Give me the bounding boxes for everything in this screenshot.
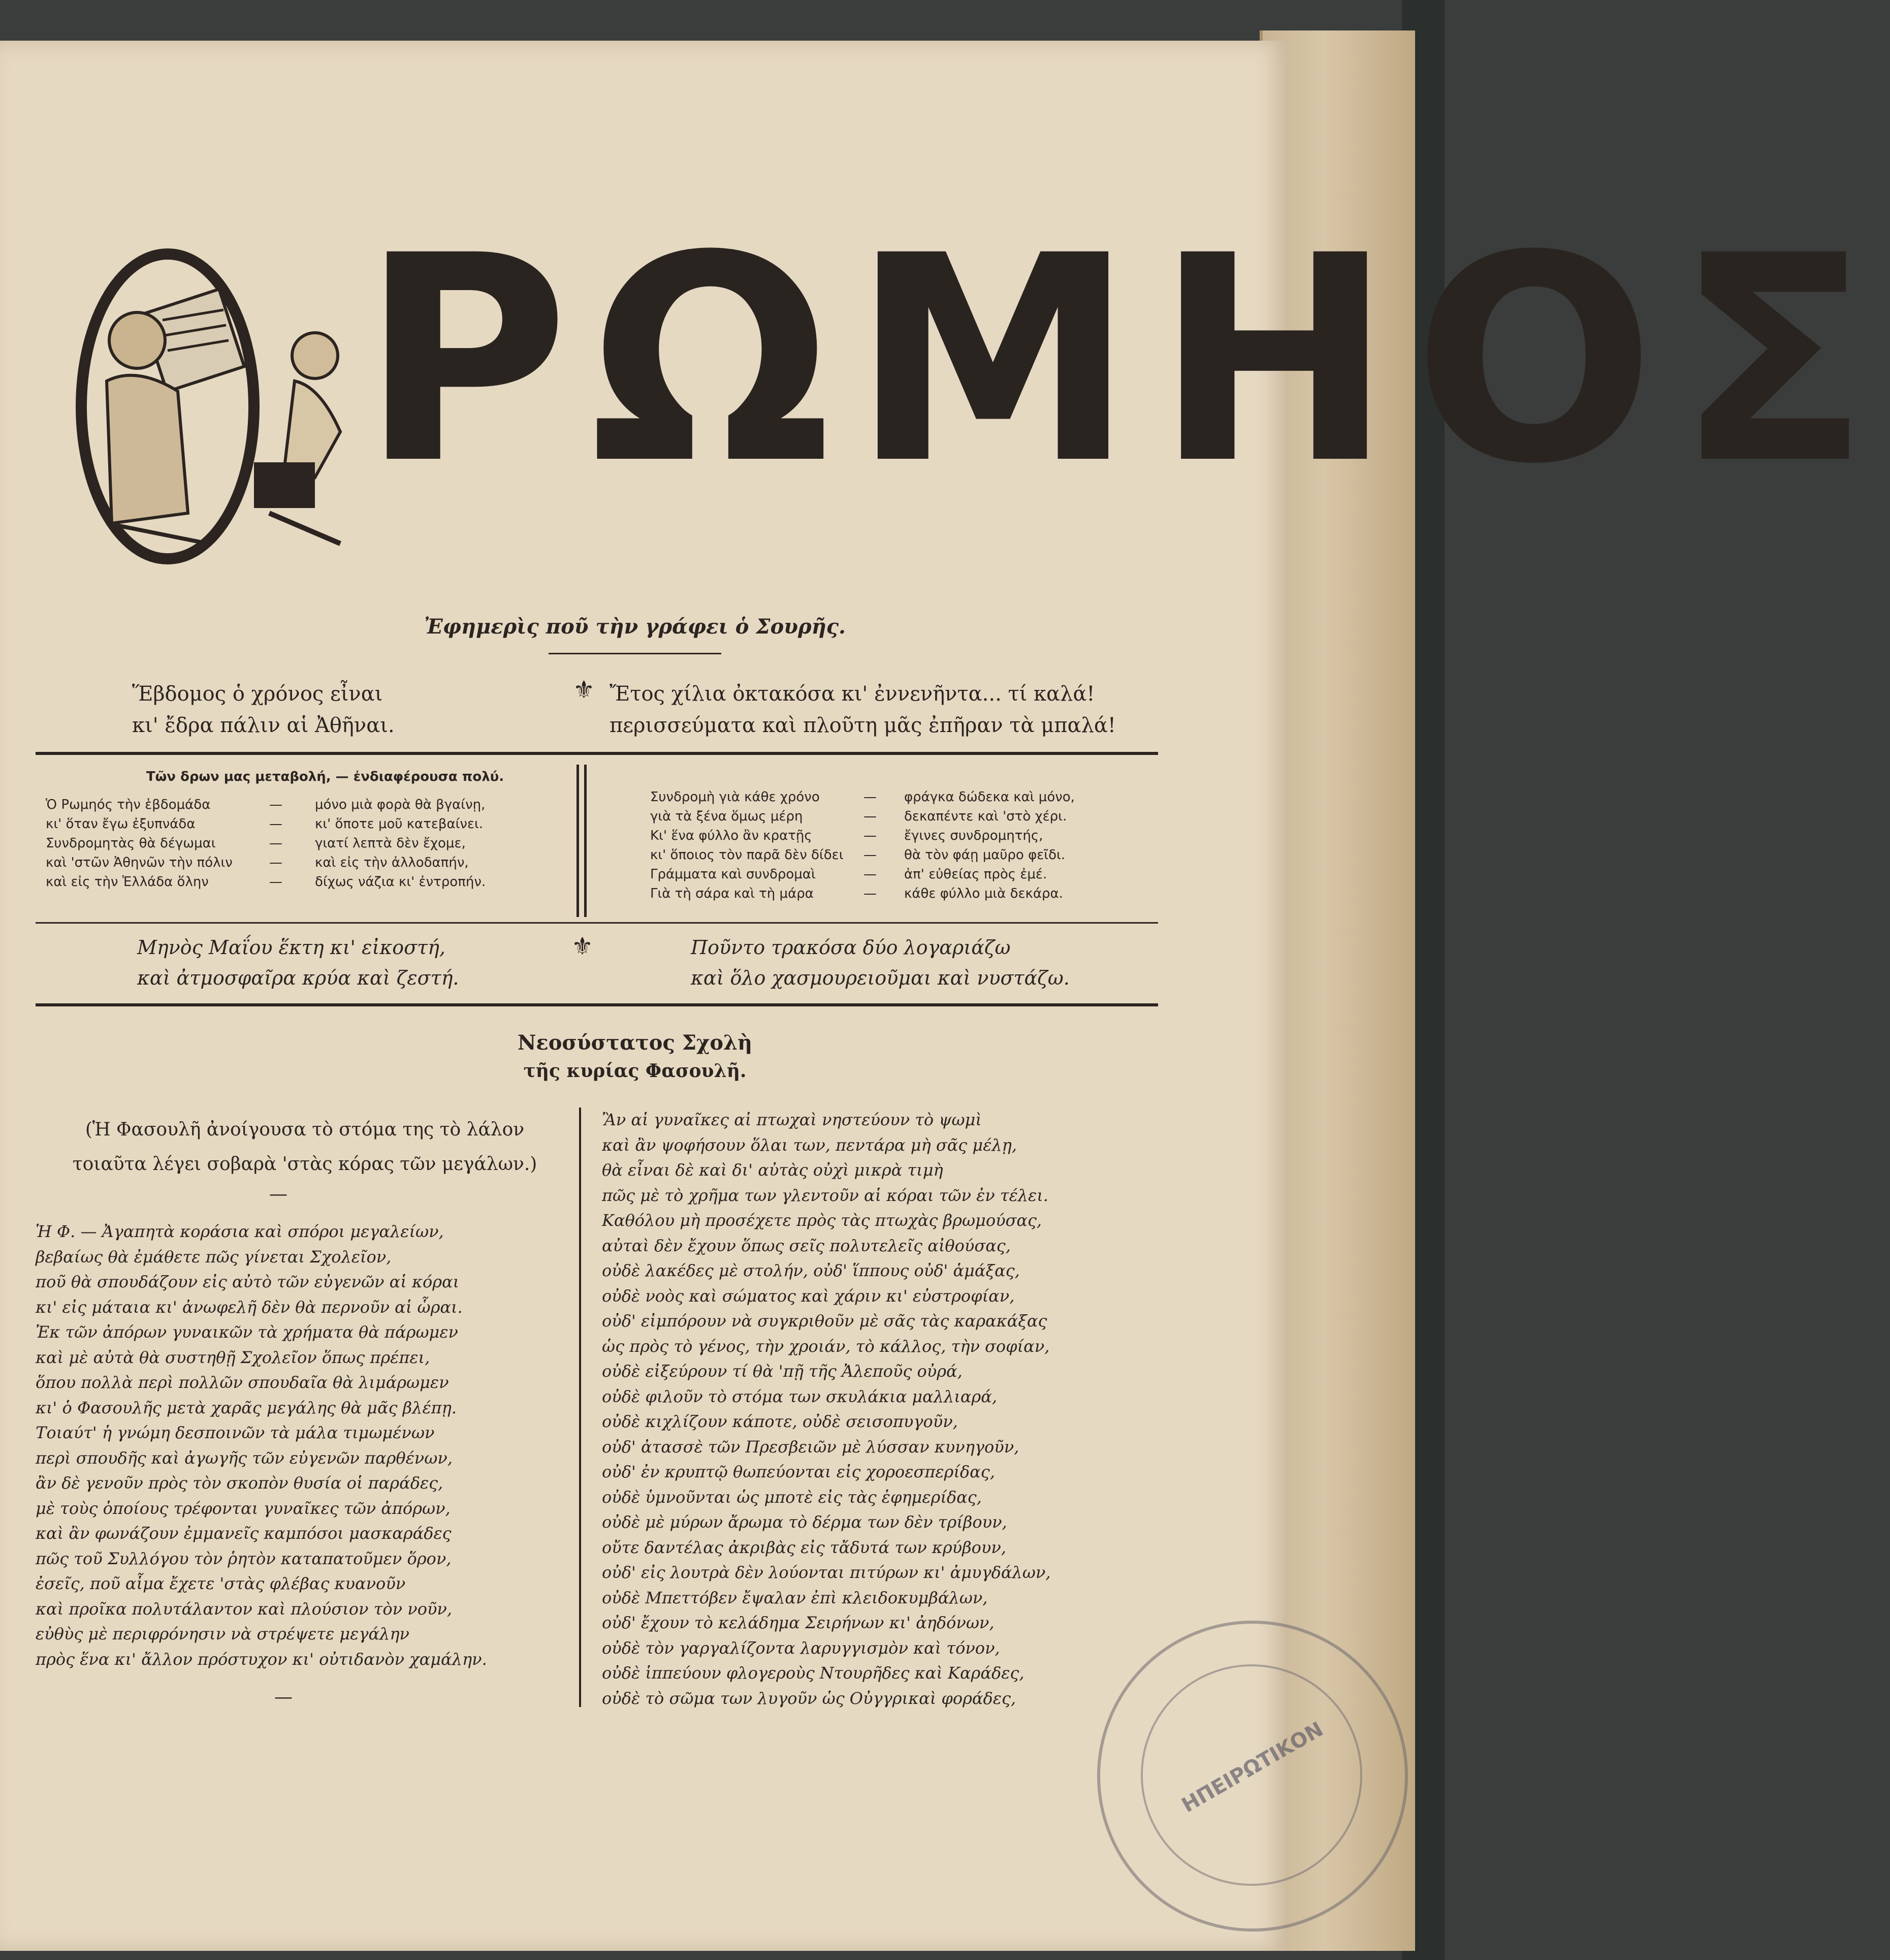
newspaper-page (0, 41, 1890, 1951)
intro-line: τοιαῦτα λέγει σοβαρὰ 'στὰς κόρας τῶν μεγάλων.) (72, 1154, 537, 1175)
box-cell: — (863, 847, 877, 863)
section-dash: — (269, 1184, 287, 1205)
poem-line: οὐδ' ἔχουν τὸ κελάδημα Σειρήνων κι' ἀηδόνων, (602, 1613, 995, 1632)
box-cell: γιατί λεπτὰ δὲν ἔχομε, (315, 836, 466, 851)
decorative-ornament-icon: ⚜ (573, 676, 595, 704)
poem-line: θὰ εἶναι δὲ καὶ δι' αὐτὰς οὐχὶ μικρὰ τιμὴ (602, 1160, 943, 1180)
box-cell: — (863, 886, 877, 901)
decorative-ornament-icon: ⚜ (571, 932, 594, 961)
box-cell: — (863, 867, 877, 882)
poem-line: βεβαίως θὰ ἐμάθετε πῶς γίνεται Σχολεῖον, (36, 1247, 392, 1267)
poem-line: οὐδὲ νοὸς καὶ σώματος καὶ χάριν κι' εὐστροφίαν, (602, 1286, 1015, 1306)
box-divider-left (576, 765, 579, 917)
poem-line: πρὸς ἕνα κι' ἄλλον πρόστυχον κι' οὐτιδανὸν χαμάλην. (36, 1649, 487, 1669)
poem-line: καὶ προῖκα πολυτάλαντον καὶ πλούσιον τὸν νοῦν, (36, 1599, 453, 1619)
poem-line: οὐδ' ἐν κρυπτῷ θωπεύονται εἰς χοροεσπερίδας, (602, 1462, 995, 1481)
header-verse-line: κι' ἔδρα πάλιν αἱ Ἀθῆναι. (132, 714, 395, 737)
top-rule (36, 752, 1158, 755)
poem-line: οὐδὲ μὲ μύρων ἄρωμα τὸ δέρμα των δὲν τρίβουν, (602, 1512, 1007, 1532)
poem-line: οὐδὲ Μπεττόβεν ἔψαλαν ἐπὶ κλειδοκυμβάλων, (602, 1588, 988, 1607)
poem-line: οὐδὲ κιχλίζουν κάποτε, οὐδὲ σεισοπυγοῦν, (602, 1412, 958, 1431)
masthead (76, 195, 1890, 584)
box-cell: κι' ὅποιος τὸν παρᾶ δὲν δίδει (650, 847, 844, 863)
box-cell: — (269, 836, 282, 851)
box-left-table (46, 795, 579, 892)
box-cell: κι' ὅταν ἔγω ἐξυπνάδα (46, 816, 196, 832)
poem-line: ὡς πρὸς τὸ γένος, τὴν χροιάν, τὸ κάλλος, τὴν σοφίαν, (602, 1336, 1050, 1356)
box-divider-right (584, 765, 587, 917)
box-cell: καὶ εἰς τὴν ἀλλοδαπήν, (315, 855, 469, 870)
left-poem (36, 1219, 574, 1672)
poem-line: πῶς τοῦ Συλλόγου τὸν ῥητὸν καταπατοῦμεν ὅρον, (36, 1548, 452, 1568)
box-cell: θὰ τὸν φάῃ μαῦρο φεῖδι. (904, 847, 1066, 863)
header-verse-line: περισσεύματα καὶ πλοῦτη μᾶς ἐπῆραν τὰ μπαλά! (610, 714, 1116, 737)
poem-line: ἐσεῖς, ποῦ αἷμα ἔχετε 'στὰς φλέβας κυανοῦν (36, 1574, 406, 1593)
box-cell: φράγκα δώδεκα καὶ μόνο, (904, 789, 1075, 805)
box-cell: — (863, 789, 877, 805)
box-cell: Ὁ Ρωμηός τὴν ἑβδομάδα (46, 797, 211, 812)
stamp-text: ΗΠΕΙΡΩΤΙΚΟΝ (1177, 1717, 1328, 1818)
date-verses-left (137, 932, 554, 993)
poem-line: οὐδὲ ὑμνοῦνται ὡς μποτὲ εἰς τὰς ἐφημερίδας, (602, 1487, 982, 1507)
poem-line: πῶς μὲ τὸ χρῆμα των γλεντοῦν αἱ κόραι τῶν ἐν τέλει. (602, 1185, 1048, 1205)
box-bottom-rule (36, 922, 1158, 924)
box-cell: καὶ εἰς τὴν Ἑλλάδα ὅλην (46, 874, 209, 890)
box-cell: Κι' ἕνα φύλλο ἂν κρατῇς (650, 828, 812, 843)
date-verse-line: Μηνὸς Μαΐου ἕκτη κι' εἰκοστή, (137, 936, 445, 959)
poem-line: οὐδὲ λακέδες μὲ στολήν, οὐδ' ἵππους οὐδ' ἁμάξας, (602, 1261, 1020, 1280)
poem-line: Καθόλου μὴ προσέχετε πρὸς τὰς πτωχὰς βρωμούσας, (602, 1211, 1042, 1230)
newspaper-reader-illustration (76, 239, 361, 574)
article-intro (36, 1113, 574, 1182)
poem-line: ποῦ θὰ σπουδάζουν εἰς αὐτὸ τῶν εὐγενῶν αἱ κόραι (36, 1272, 460, 1291)
poem-line: οὐδὲ ἱππεύουν φλογεροὺς Ντουρῆδες καὶ Καράδες, (602, 1663, 1024, 1683)
article-subtitle: τῆς κυρίας Φασουλῆ. (523, 1060, 747, 1082)
box-right-table (650, 787, 1158, 903)
box-cell: Συνδρομὴ γιὰ κάθε χρόνο (650, 789, 820, 805)
masthead-title: ΡΩΜΗΟΣ (361, 195, 1890, 526)
poem-line: οὐδ' εἰμπόρουν νὰ συγκριθοῦν μὲ σᾶς τὰς καρακάξας (602, 1311, 1047, 1331)
box-cell: — (269, 816, 282, 832)
column-divider (579, 1108, 581, 1707)
box-cell: — (863, 828, 877, 843)
poem-line: Ἂν αἱ γυναῖκες αἱ πτωχαὶ νηστεύουν τὸ ψωμὶ (602, 1110, 982, 1129)
date-verse-line: καὶ ὅλο χασμουρειοῦμαι καὶ νυστάζω. (691, 967, 1070, 989)
poem-line: οὐδ' ἀτασσὲ τῶν Πρεσβειῶν μὲ λύσσαν κυνηγοῦν, (602, 1437, 1019, 1457)
date-verse-line: Ποῦντο τρακόσα δύο λογαριάζω (691, 936, 1011, 959)
box-cell: Συνδρομητὰς θὰ δέγωμαι (46, 836, 216, 851)
poem-line: Ἐκ τῶν ἀπόρων γυναικῶν τὰ χρήματα θὰ πάρωμεν (36, 1322, 458, 1342)
poem-line: οὐδὲ τὸν γαργαλίζοντα λαρυγγισμὸν καὶ τόνον, (602, 1638, 1000, 1658)
poem-line: μὲ τοὺς ὁποίους τρέφονται γυναῖκες τῶν ἀπόρων, (36, 1498, 451, 1518)
poem-line: ὅπου πολλὰ περὶ πολλῶν σπουδαῖα θὰ λιμάρωμεν (36, 1373, 449, 1392)
box-cell: γιὰ τὰ ξένα ὅμως μέρη (650, 809, 803, 824)
subtitle-divider (549, 653, 721, 654)
poem-line: εὐθὺς μὲ περιφρόνησιν νὰ στρέψετε μεγάλην (36, 1624, 409, 1643)
poem-line: οὐδὲ τὸ σῶμα των λυγοῦν ὡς Οὐγγρικαὶ φοράδες, (602, 1688, 1016, 1708)
box-cell: Γιὰ τὴ σάρα καὶ τὴ μάρα (650, 886, 814, 901)
box-cell: κι' ὅποτε μοῦ κατεβαίνει. (315, 816, 484, 832)
end-dash: — (274, 1687, 293, 1708)
box-left-heading: Τῶν δρων μας μεταβολή, — ἐνδιαφέρουσα πολύ. (146, 769, 504, 784)
box-cell: Γράμματα καὶ συνδρομαὶ (650, 867, 816, 882)
box-cell: — (269, 797, 282, 812)
poem-line: αὐταὶ δὲν ἔχουν ὅπως σεῖς πολυτελεῖς αἰθούσας, (602, 1236, 1011, 1255)
poem-line: Τοιαύτ' ἡ γνώμη δεσποινῶν τὰ μάλα τιμωμένων (36, 1423, 435, 1442)
poem-line: κι' εἰς μάταια κι' ἀνωφελῆ δὲν θὰ περνοῦν αἱ ὧραι. (36, 1297, 463, 1317)
poem-line: κι' ὁ Φασουλῆς μετὰ χαρᾶς μεγάλης θὰ μᾶς βλέπῃ. (36, 1398, 457, 1417)
right-poem (602, 1108, 1161, 1711)
box-cell: ἀπ' εὐθείας πρὸς ἐμέ. (904, 867, 1047, 882)
poem-line: καὶ μὲ αὐτὰ θὰ συστηθῇ Σχολεῖον ὅπως πρέπει, (36, 1347, 430, 1367)
box-cell: — (269, 874, 282, 890)
poem-line: καὶ ἂν ψοφήσουν ὅλαι των, πεντάρα μὴ σᾶς μέλῃ, (602, 1135, 1017, 1155)
poem-line: καὶ ἂν φωνάζουν ἐμμανεῖς καμπόσοι μασκαράδες (36, 1524, 452, 1543)
poem-line: οὐδ' εἰς λουτρὰ δὲν λούονται πιτύρων κι' ἀμυγδάλων, (602, 1563, 1051, 1582)
masthead-subtitle: Ἐφημερὶς ποῦ τὴν γράφει ὁ Σουρῆς. (424, 615, 846, 639)
box-cell: δεκαπέντε καὶ 'στὸ χέρι. (904, 809, 1067, 824)
poem-line: ἂν δὲ γενοῦν πρὸς τὸν σκοπὸν θυσία οἱ παράδες, (36, 1473, 443, 1493)
article-title: Νεοσύστατος Σχολὴ (517, 1031, 753, 1055)
box-cell: — (269, 855, 282, 870)
poem-line: οὐδὲ εἰξεύρουν τί θὰ 'πῇ τῆς Ἀλεποῦς οὐρά, (602, 1362, 963, 1381)
box-cell: δίχως νάζια κι' ἐντροπήν. (315, 874, 486, 890)
date-verse-line: καὶ ἀτμοσφαῖρα κρύα καὶ ζεστή. (137, 967, 459, 989)
box-cell: κάθε φύλλο μιὰ δεκάρα. (904, 886, 1063, 901)
header-verses-left (132, 678, 579, 741)
date-bottom-rule (36, 1003, 1158, 1006)
box-cell: — (863, 809, 877, 824)
poem-line: οὐδὲ φιλοῦν τὸ στόμα των σκυλάκια μαλλιαρά, (602, 1386, 998, 1406)
poem-line: περὶ σπουδῆς καὶ ἀγωγῆς τῶν εὐγενῶν παρθένων, (36, 1448, 453, 1468)
poem-line: οὔτε δαντέλας ἀκριβὰς εἰς τἄδυτά των κρύβουν, (602, 1537, 1006, 1557)
box-cell: μόνο μιὰ φορὰ θὰ βγαίνῃ, (315, 797, 486, 812)
intro-line: (Ἡ Φασουλῆ ἀνοίγουσα τὸ στόμα της τὸ λάλον (85, 1119, 525, 1140)
box-cell: καὶ 'στῶν Ἀθηνῶν τὴν πόλιν (46, 855, 233, 870)
header-verse-line: Ἕβδομος ὁ χρόνος εἶναι (132, 682, 383, 706)
box-cell: ἔγινες συνδρομητής, (904, 828, 1043, 843)
header-verse-line: Ἔτος χίλια ὀκτακόσα κι' ἐννενῆντα... τί καλά! (610, 682, 1095, 706)
library-stamp (1097, 1621, 1408, 1932)
poem-line: Ἡ Φ. — Ἀγαπητὰ κοράσια καὶ σπόροι μεγαλείων, (36, 1222, 444, 1241)
date-verses-right (691, 932, 1148, 993)
header-verses-right (610, 678, 1194, 741)
